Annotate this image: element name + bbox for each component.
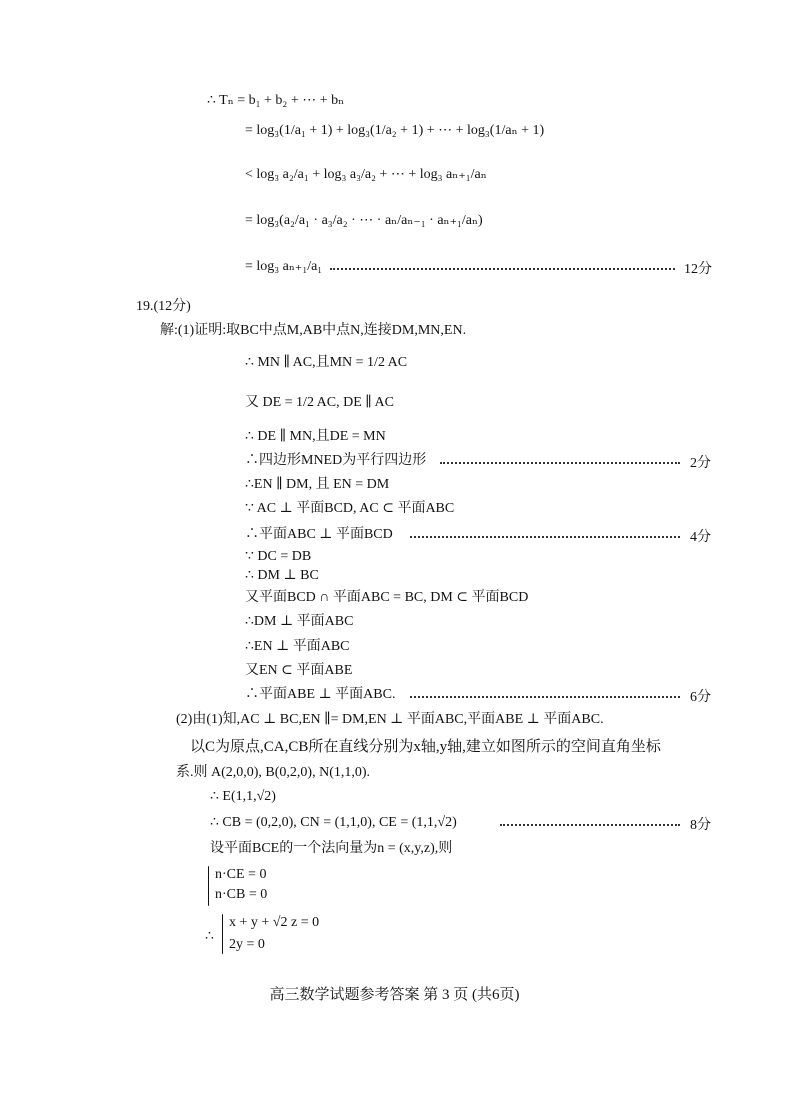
q19-line-8: ∵ DC = DB bbox=[245, 549, 312, 564]
tn-line-5 bbox=[245, 258, 322, 276]
q19-line-7-leader bbox=[410, 536, 680, 538]
tn-line-4 bbox=[245, 212, 483, 230]
q19-line-7-score: 4分 bbox=[690, 530, 711, 545]
q19-line-4: ∴四边形MNED为平行四边形 bbox=[245, 453, 427, 468]
q19-line-3: ∴ DE ∥ MN,且DE = MN bbox=[245, 429, 386, 444]
q19-part2-e: 设平面BCE的一个法向量为n = (x,y,z),则 bbox=[210, 841, 453, 856]
q19-line-4-leader bbox=[440, 462, 680, 464]
q19-part2-d: ∴ CB = (0,2,0), CN = (1,1,0), CE = (1,1,√2) bbox=[210, 815, 457, 830]
q19-line-12: ∴EN ⊥ 平面ABC bbox=[245, 639, 350, 654]
q19-part2: (2)由(1)知,AC ⊥ BC,EN ∥= DM,EN ⊥ 平面ABC,平面ABE ⊥ 平面ABC. bbox=[176, 712, 604, 727]
tn-score-leader bbox=[330, 268, 675, 270]
system-1-eq-a: n·CE = 0 bbox=[215, 867, 267, 882]
q19-line-6: ∵ AC ⊥ 平面BCD, AC ⊂ 平面ABC bbox=[245, 501, 455, 516]
q19-line-14-score: 6分 bbox=[690, 690, 711, 705]
q19-part1-intro: 解:(1)证明:取BC中点M,AB中点N,连接DM,MN,EN. bbox=[160, 323, 467, 338]
q19-part2-d-leader bbox=[500, 824, 680, 826]
therefore-symbol: ∴ bbox=[205, 929, 214, 944]
q19-part2-d-score: 8分 bbox=[690, 818, 711, 833]
tn-line-1-text: ∴ Tₙ = b₁ + b₂ + ⋯ + bₙ bbox=[207, 93, 345, 108]
q19-part2-b: 系.则 A(2,0,0), B(0,2,0), N(1,1,0). bbox=[176, 765, 371, 780]
q19-line-7: ∴平面ABC ⊥ 平面BCD bbox=[245, 527, 393, 542]
q19-header: 19.(12分) bbox=[136, 299, 191, 314]
q19-line-9: ∴ DM ⊥ BC bbox=[245, 568, 319, 583]
q19-line-14: ∴平面ABE ⊥ 平面ABC. bbox=[245, 687, 396, 702]
q19-line-14-leader bbox=[410, 696, 680, 698]
system-brace-2 bbox=[222, 914, 223, 954]
system-2-eq-a: x + y + √2 z = 0 bbox=[229, 915, 320, 930]
tn-line-3-text: < log₃ a₂/a₁ + log₃ a₃/a₂ + ⋯ + log₃ aₙ₊₁/aₙ bbox=[245, 167, 487, 182]
q19-line-11: ∴DM ⊥ 平面ABC bbox=[245, 614, 354, 629]
tn-score: 12分 bbox=[684, 262, 712, 277]
page-footer: 高三数学试题参考答案 第 3 页 (共6页) bbox=[269, 987, 520, 1003]
q19-line-1: ∴ MN ∥ AC,且MN = 1/2 AC bbox=[245, 355, 408, 370]
q19-line-13: 又EN ⊂ 平面ABE bbox=[245, 663, 353, 678]
q19-line-4-score: 2分 bbox=[690, 456, 711, 471]
q19-line-10: 又平面BCD ∩ 平面ABC = BC, DM ⊂ 平面BCD bbox=[245, 590, 529, 605]
tn-line-2 bbox=[245, 122, 544, 140]
tn-line-5-text: = log₃ aₙ₊₁/a₁ bbox=[245, 259, 323, 274]
q19-line-5: ∴EN ∥ DM, 且 EN = DM bbox=[245, 477, 390, 492]
tn-line-3 bbox=[245, 166, 487, 184]
q19-part2-c: ∴ E(1,1,√2) bbox=[210, 789, 276, 804]
tn-line-4-text: = log₃(a₂/a₁ · a₃/a₂ · ⋯ · aₙ/aₙ₋₁ · aₙ₊₁/aₙ) bbox=[245, 213, 483, 228]
tn-line-1 bbox=[207, 92, 344, 110]
system-1-eq-b: n·CB = 0 bbox=[215, 887, 268, 902]
tn-line-2-text: = log₃(1/a₁ + 1) + log₃(1/a₂ + 1) + ⋯ + log₃(1/aₙ + 1) bbox=[245, 123, 545, 138]
system-brace-1 bbox=[208, 866, 209, 906]
system-2-eq-b: 2y = 0 bbox=[229, 937, 265, 952]
q19-line-2: 又 DE = 1/2 AC, DE ∥ AC bbox=[245, 395, 394, 410]
q19-part2-a: 以C为原点,CA,CB所在直线分别为x轴,y轴,建立如图所示的空间直角坐标 bbox=[190, 739, 661, 755]
